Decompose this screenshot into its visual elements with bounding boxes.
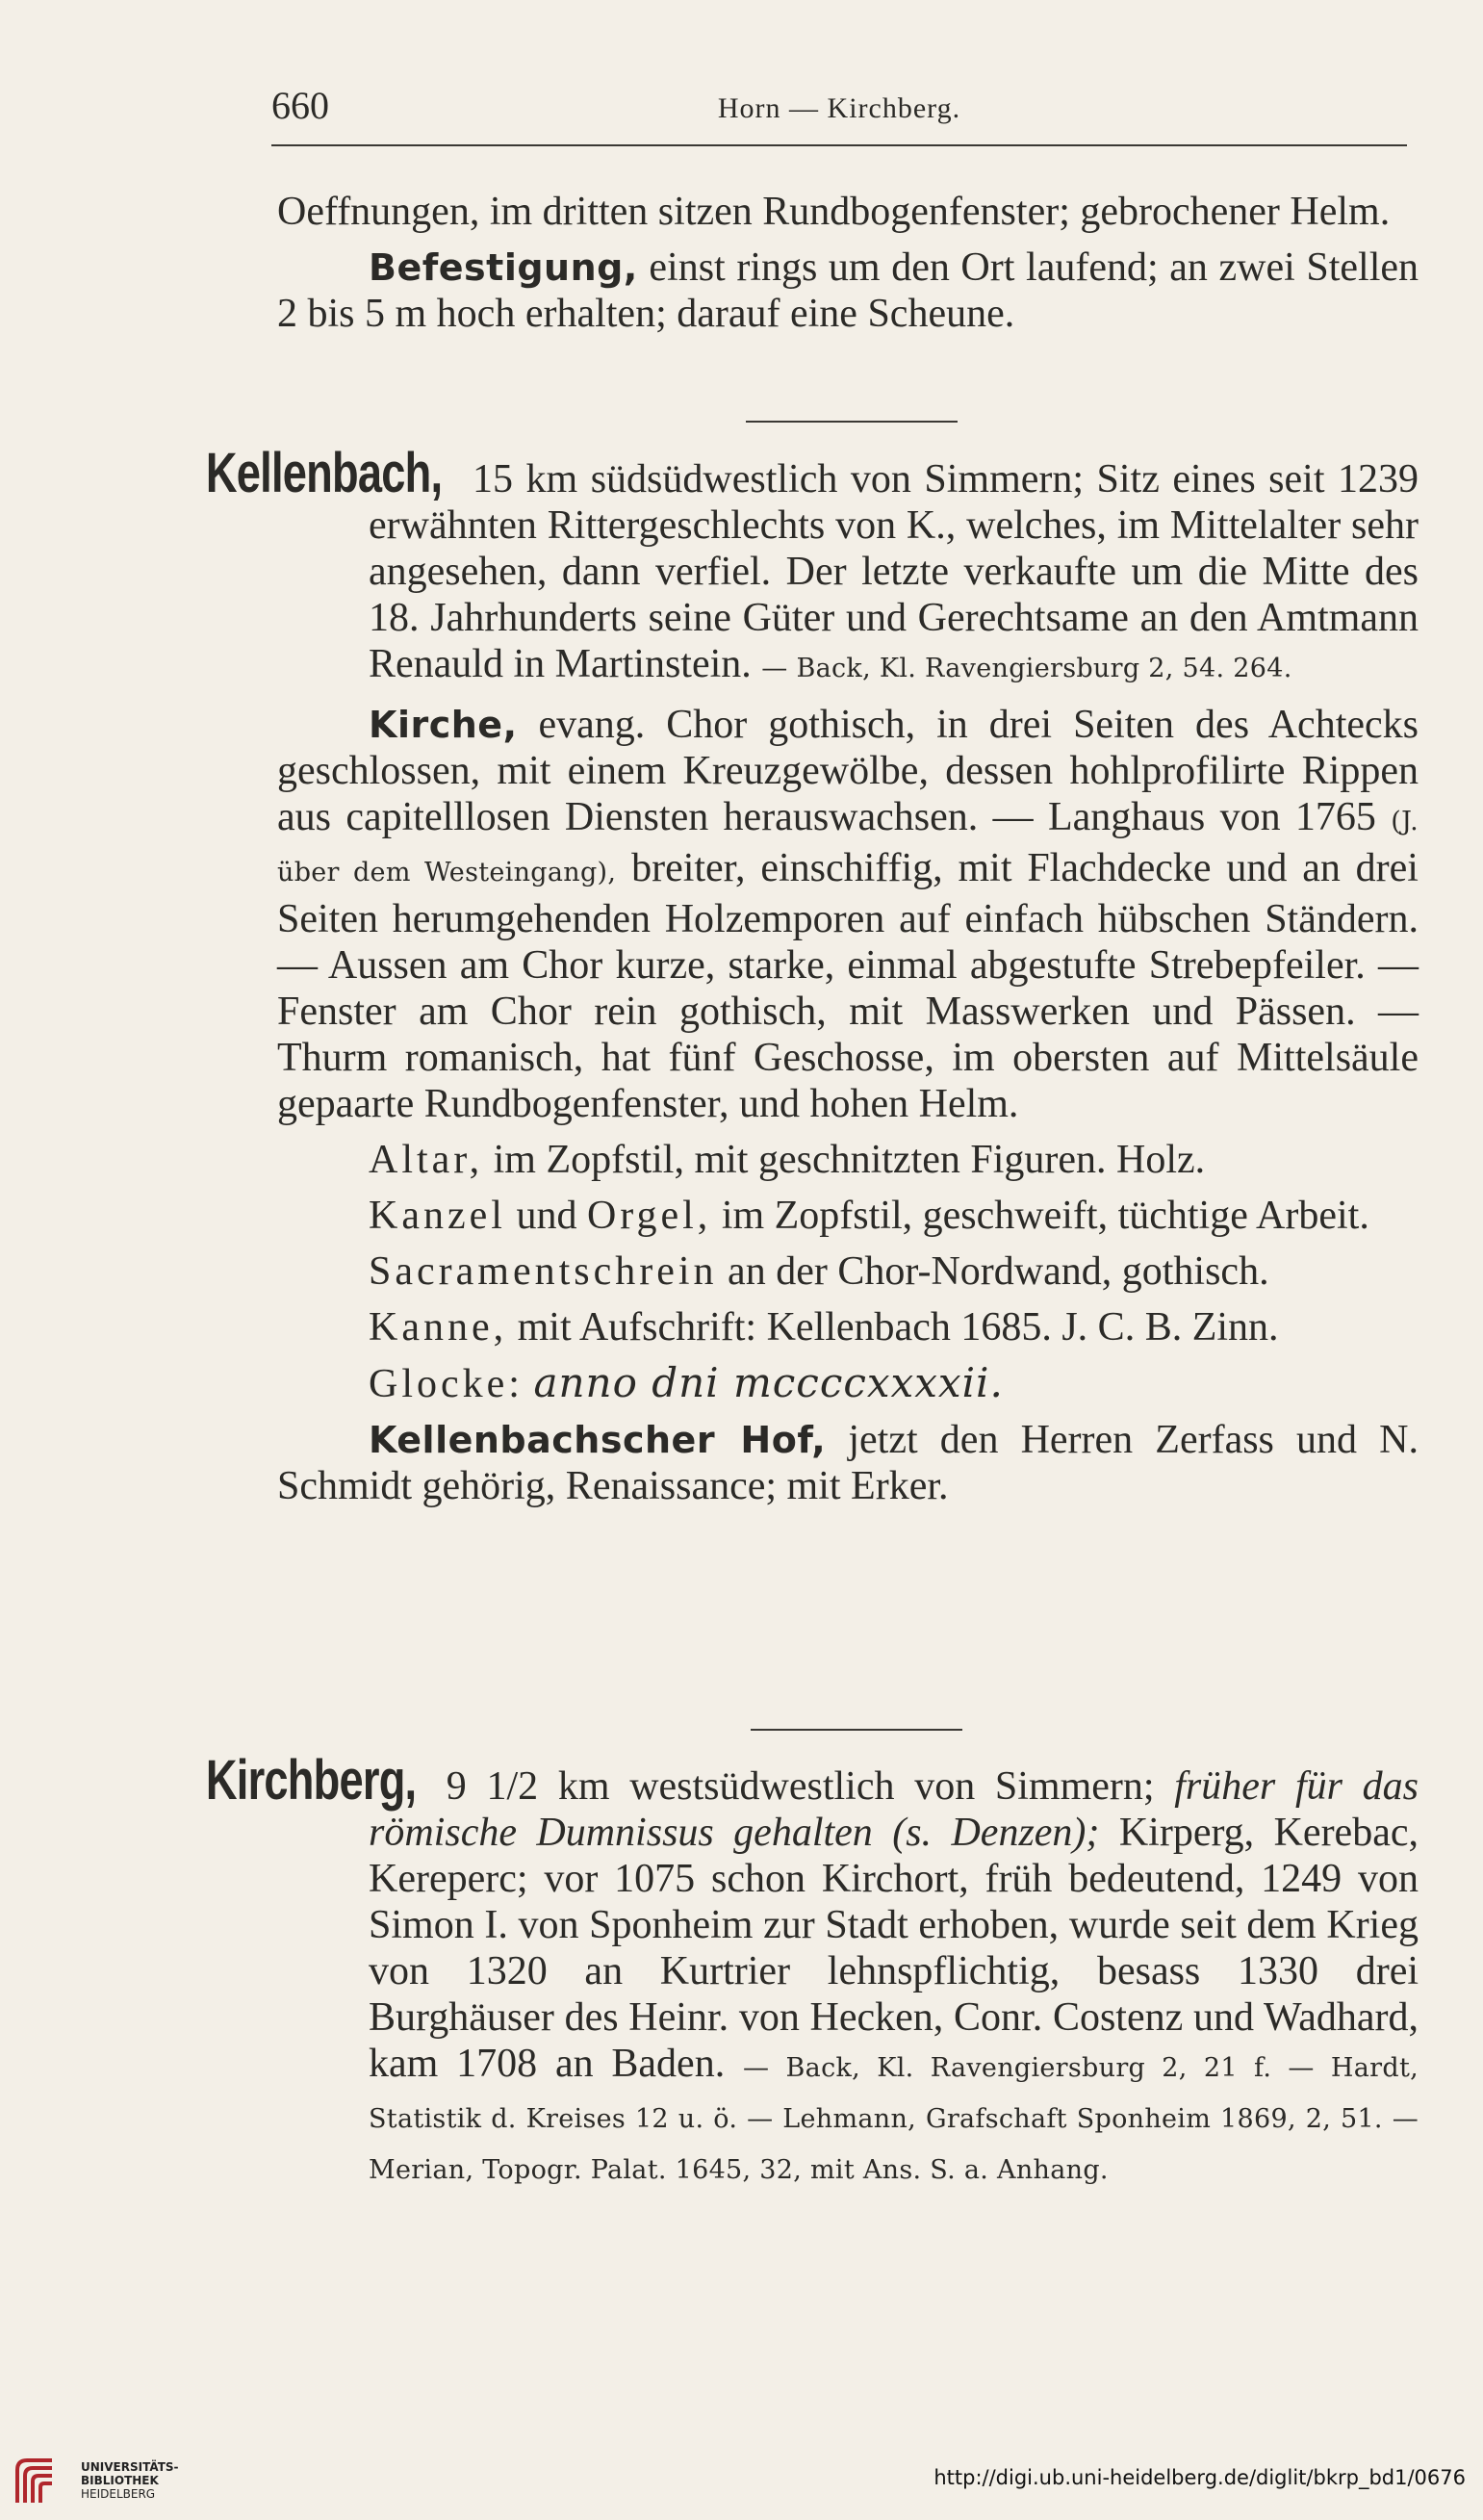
kirchberg-section (205, 1749, 1419, 2203)
glocke-label: Glocke: (369, 1362, 524, 1406)
sacramentschrein-paragraph (277, 1248, 1419, 1295)
running-title: Horn — Kirchberg. (717, 92, 961, 124)
kanzel-und: und (516, 1194, 577, 1238)
section-divider (751, 1729, 962, 1731)
kellenbach-title: Kellenbach, (205, 442, 443, 504)
library-name-line2: BIBLIOTHEK (81, 2474, 159, 2487)
orgel-label: Orgel, (586, 1194, 712, 1238)
hof-label: Kellenbachscher Hof, (369, 1419, 827, 1461)
kanzel-paragraph (277, 1193, 1419, 1239)
page-header (271, 77, 1407, 146)
library-logo (13, 2453, 206, 2510)
kirchberg-text-b: Kirperg, Kerebac, Kereperc; vor 1075 schon Kirchort, früh bedeutend, 1249 von Simon I. von Sponheim zur Stadt erhoben, wurde seit dem Krieg von 1320 an Kurtrier lehnspflichtig, besass 1330 drei Burghäuser des Heinr. von Hecken, Conr. Costenz und Wadhard, kam 1708 an Baden. (369, 1811, 1419, 2086)
kirche-paragraph (277, 702, 1419, 1127)
kellenbach-text: 15 km südsüdwestlich von Simmern; Sitz eines seit 1239 erwähnten Rittergeschlechts von K., welches, im Mittelalter sehr angesehen, dann verfiel. Der letzte verkaufte um die Mitte des 18. Jahrhunderts seine Güter und Gerechtsame an den Amtmann Renauld in Martinstein. (369, 457, 1419, 686)
library-logo-icon (13, 2456, 67, 2507)
kirchberg-text-a: 9 1/2 km westsüdwestlich von Simmern; (446, 1764, 1155, 1809)
sacramentschrein-label: Sacramentschrein (369, 1249, 718, 1294)
glocke-paragraph (277, 1360, 1419, 1407)
kellenbach-entry (205, 442, 1419, 692)
kanne-text: mit Aufschrift: Kellenbach 1685. J. C. B. Zinn. (517, 1305, 1279, 1350)
befestigung-paragraph (277, 244, 1419, 337)
sacramentschrein-text: an der Chor-Nordwand, gothisch. (728, 1249, 1269, 1294)
befestigung-label: Befestigung, (369, 246, 638, 289)
page-number: 660 (271, 84, 329, 127)
kirche-small-note: (J. über dem Westeingang), (277, 807, 1419, 887)
kellenbach-reference: — Back, Kl. Ravengiersburg 2, 54. 264. (761, 654, 1292, 683)
kirchberg-reference: — Back, Kl. Ravengiersburg 2, 21 f. — Hardt, Statistik d. Kreises 12 u. ö. — Lehmann, Grafschaft Sponheim 1869, 2, 51. — Merian, Topogr. Palat. 1645, 32, mit Ans. S. a. Anhang. (369, 2053, 1419, 2185)
kanne-paragraph (277, 1304, 1419, 1350)
kirchberg-title: Kirchberg, (205, 1749, 417, 1812)
intro-section (277, 189, 1419, 347)
kirche-text-a: evang. Chor gothisch, in drei Seiten des Achtecks geschlossen, mit einem Kreuzgewölbe, dessen hohlprofilirte Rippen aus capitelllosen Diensten herauswachsen. — Langhaus von 1765 (277, 703, 1419, 839)
hof-text: jetzt den Herren Zerfass und N. Schmidt gehörig, Renaissance; mit Erker. (277, 1418, 1419, 1508)
kanne-label: Kanne, (369, 1305, 508, 1350)
library-name-line3: HEIDELBERG (81, 2487, 156, 2501)
library-name-line1: UNIVERSITÄTS- (81, 2460, 179, 2474)
kanzel-label: Kanzel (369, 1194, 506, 1238)
kirchberg-italic-note: früher für das römische Dumnissus gehalten (s. Denzen); (369, 1764, 1419, 1855)
kanzel-text: im Zopfstil, geschweift, tüchtige Arbeit. (721, 1194, 1369, 1238)
hof-paragraph (277, 1417, 1419, 1509)
kirchberg-entry (205, 1749, 1419, 2194)
library-name (81, 2460, 179, 2501)
altar-paragraph (277, 1137, 1419, 1183)
altar-label: Altar, (369, 1138, 484, 1182)
befestigung-text: einst rings um den Ort laufend; an zwei Stellen 2 bis 5 m hoch erhalten; darauf eine Scheune. (277, 245, 1419, 336)
section-divider (746, 421, 958, 423)
altar-text: im Zopfstil, mit geschnitzten Figuren. Holz. (493, 1138, 1206, 1182)
glocke-inscription: anno dni mccccxxxxii. (533, 1359, 1004, 1406)
kirche-label: Kirche, (369, 704, 518, 746)
source-url-link[interactable]: http://digi.ub.uni-heidelberg.de/diglit/bkrp_bd1/0676 (933, 2466, 1466, 2489)
kellenbach-section (205, 442, 1419, 1519)
kirche-text-b: breiter, einschiffig, mit Flachdecke und an drei Seiten herumgehenden Holzemporen auf einfach hübschen Ständern. — Aussen am Chor kurze, starke, einmal abgestufte Strebepfeiler. — Fenster am Chor rein gothisch, mit Masswerken und Pässen. — Thurm romanisch, hat fünf Geschosse, im obersten auf Mittelsäule gepaarte Rundbogenfenster, und hohen Helm. (277, 846, 1419, 1126)
intro-paragraph: Oeffnungen, im dritten sitzen Rundbogenfenster; gebrochener Helm. (277, 190, 1391, 234)
